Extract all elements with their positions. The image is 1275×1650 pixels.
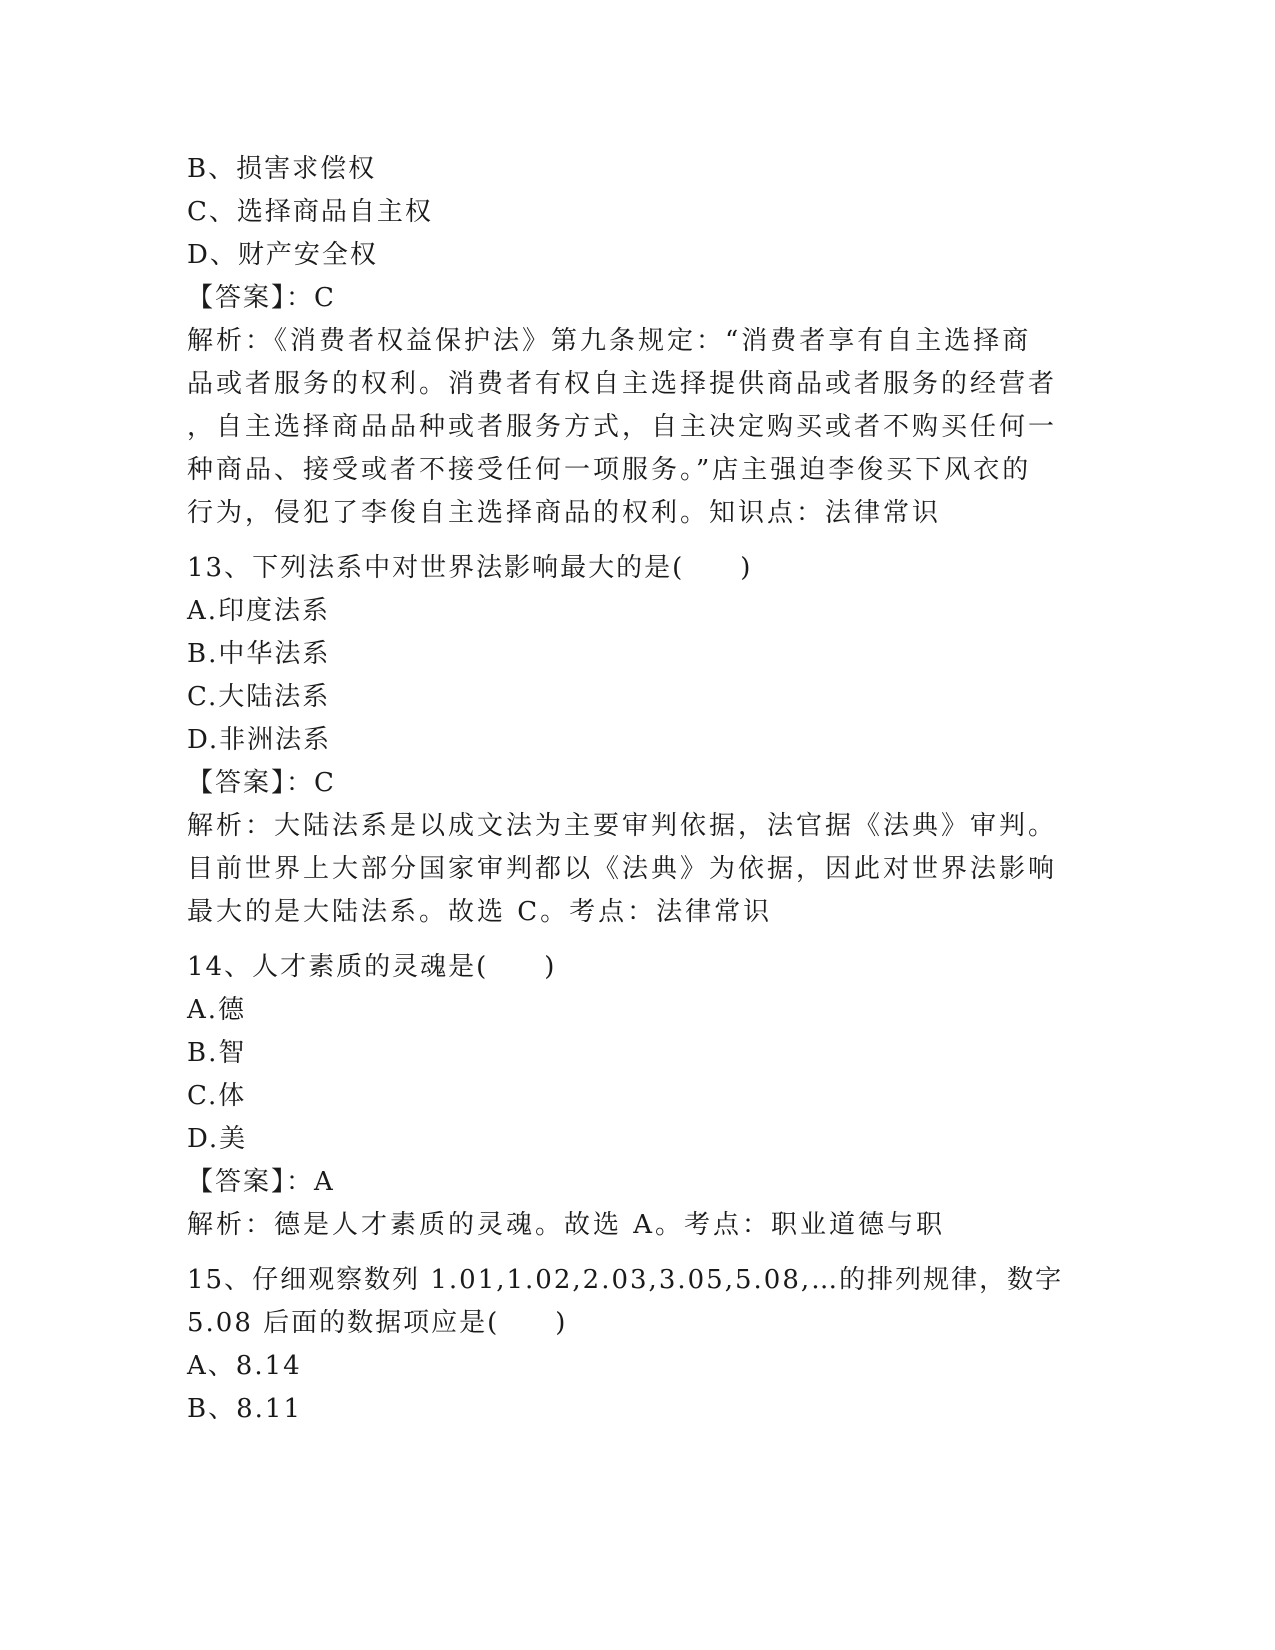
explanation-line: 行为，侵犯了李俊自主选择商品的权利。知识点：法律常识: [187, 498, 942, 528]
explanation: [187, 1204, 1067, 1247]
question-text: 15、仔细观察数列 1.01,1.02,2.03,3.05,5.08,…的排列规律，数字: [187, 1265, 1064, 1295]
option-b: B.中华法系: [187, 639, 331, 669]
question-12-block: [187, 148, 1067, 535]
option-c: C、选择商品自主权: [187, 197, 433, 227]
explanation-line: 解析：《消费者权益保护法》第九条规定：“消费者享有自主选择商: [187, 326, 1032, 356]
option-d: D、财产安全权: [187, 240, 378, 270]
explanation-line: 品或者服务的权利。消费者有权自主选择提供商品或者服务的经营者: [187, 369, 1058, 399]
question-15-block: [187, 1259, 1067, 1431]
question-text: 13、下列法系中对世界法影响最大的是( ): [187, 553, 753, 583]
option-d: D.美: [187, 1124, 248, 1154]
option-c: C.体: [187, 1081, 247, 1111]
explanation-line: 最大的是大陆法系。故选 C。考点：法律常识: [187, 897, 773, 927]
document-page: [187, 148, 1067, 1431]
answer-line: 【答案】：C: [187, 768, 336, 798]
answer-line: 【答案】：A: [187, 1167, 335, 1197]
option-a: A、8.14: [187, 1351, 302, 1381]
option-a: A.印度法系: [187, 596, 331, 626]
explanation-line: 解析：德是人才素质的灵魂。故选 A。考点：职业道德与职: [187, 1210, 946, 1240]
explanation: [187, 805, 1067, 934]
option-d: D.非洲法系: [187, 725, 332, 755]
explanation-line: ，自主选择商品品种或者服务方式，自主决定购买或者不购买任何一: [187, 412, 1058, 442]
question-text: 5.08 后面的数据项应是( ): [187, 1308, 568, 1338]
question-13-block: [187, 547, 1067, 934]
answer-line: 【答案】：C: [187, 283, 336, 313]
option-a: A.德: [187, 995, 247, 1025]
question-14-block: [187, 946, 1067, 1247]
explanation-line: 解析：大陆法系是以成文法为主要审判依据，法官据《法典》审判。: [187, 811, 1058, 841]
explanation: [187, 320, 1067, 535]
option-b: B.智: [187, 1038, 247, 1068]
option-b: B、8.11: [187, 1394, 302, 1424]
explanation-line: 种商品、接受或者不接受任何一项服务。”店主强迫李俊买下风衣的: [187, 455, 1032, 485]
option-b: B、损害求偿权: [187, 154, 377, 184]
explanation-line: 目前世界上大部分国家审判都以《法典》为依据，因此对世界法影响: [187, 854, 1058, 884]
question-text: 14、人才素质的灵魂是( ): [187, 952, 557, 982]
option-c: C.大陆法系: [187, 682, 331, 712]
